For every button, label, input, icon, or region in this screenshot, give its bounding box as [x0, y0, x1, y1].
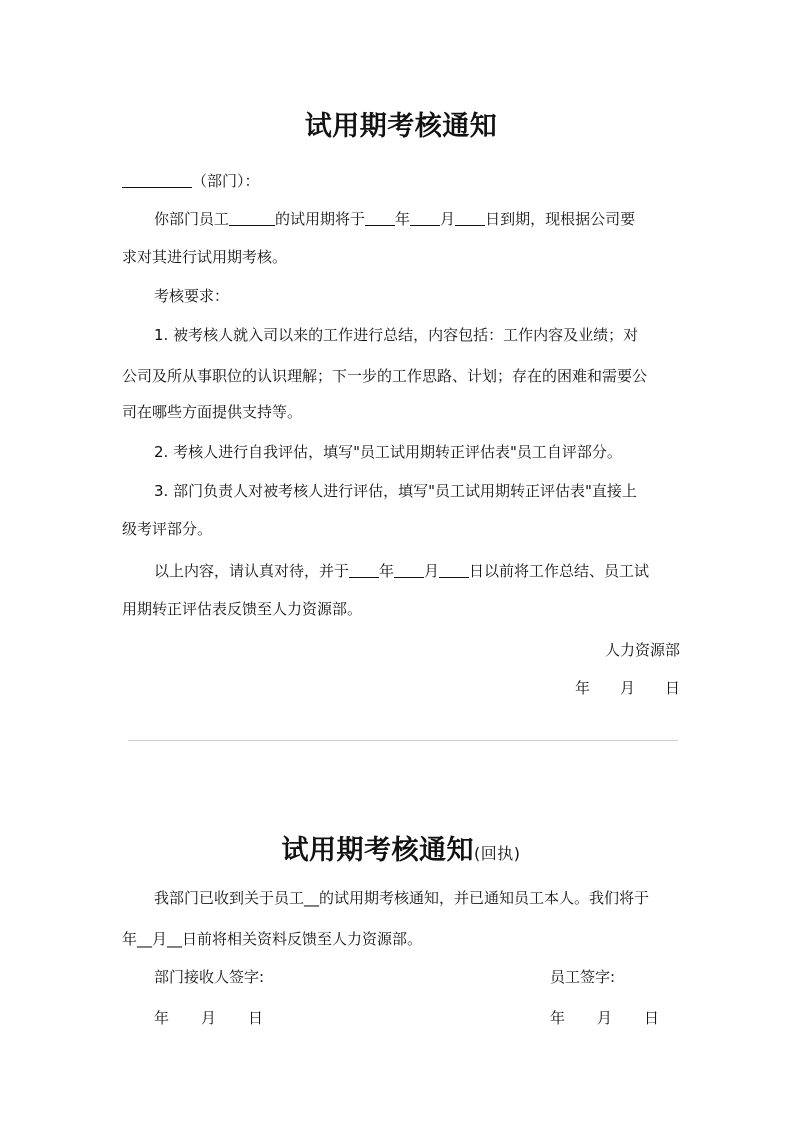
day-blank	[455, 210, 485, 226]
closing-month: 月	[424, 562, 440, 580]
closing-day-blank	[439, 562, 469, 578]
department-receiver-signature-label: 部门接收人签字:	[154, 968, 265, 986]
closing-line-2: 用期转正评估表反馈至人力资源部。	[122, 600, 363, 618]
item-1-line-1: 1. 被考核人就入司以来的工作进行总结，内容包括：工作内容及业绩；对	[154, 326, 639, 344]
salutation-line	[122, 171, 680, 191]
receipt-left-day: 日	[248, 1009, 264, 1027]
year-blank	[365, 210, 395, 226]
para1-text-c: 日到期，现根据公司要	[485, 210, 636, 228]
requirements-heading: 考核要求：	[154, 287, 230, 305]
receipt-date-left	[154, 1008, 263, 1028]
closing-text-a: 以上内容，请认真对待，并于	[154, 562, 350, 580]
receipt-left-year: 年	[154, 1009, 170, 1027]
para1-year: 年	[395, 210, 411, 228]
employee-signature-label: 员工签字:	[550, 968, 616, 986]
notice-date-year: 年	[574, 679, 590, 697]
item-3-line-1: 3. 部门负责人对被考核人进行评估，填写"员工试用期转正评估表"直接上	[154, 482, 637, 500]
notice-date-line	[122, 678, 680, 698]
receipt-line-2: 年__月__日前将相关资料反馈至人力资源部。	[122, 930, 423, 948]
para1-text-b: 的试用期将于	[275, 210, 366, 228]
para1-text-a: 你部门员工	[154, 210, 230, 228]
department-blank	[122, 172, 192, 188]
paragraph-1-line-2: 求对其进行试用期考核。	[122, 248, 288, 266]
paragraph-1-line-1	[122, 209, 680, 229]
item-1-line-2: 公司及所从事职位的认识理解；下一步的工作思路、计划；存在的困难和需要公	[122, 367, 648, 385]
notice-title: 试用期考核通知	[304, 111, 498, 142]
closing-month-blank	[394, 562, 424, 578]
month-blank	[410, 210, 440, 226]
item-1-line-3: 司在哪些方面提供支持等。	[122, 403, 303, 421]
closing-year: 年	[379, 562, 395, 580]
receipt-left-month: 月	[201, 1009, 217, 1027]
receipt-right-day: 日	[644, 1009, 660, 1027]
closing-text-b: 日以前将工作总结、员工试	[469, 562, 650, 580]
receipt-title-text: 试用期考核通知	[281, 835, 474, 866]
item-3-line-2: 级考评部分。	[122, 520, 213, 538]
receipt-date-right	[550, 1008, 659, 1028]
salutation-suffix: （部门）：	[192, 172, 260, 190]
employee-name-blank	[229, 210, 275, 226]
receipt-title	[122, 828, 680, 867]
notice-date-month: 月	[619, 679, 635, 697]
receipt-right-month: 月	[597, 1009, 613, 1027]
receipt-line-1: 我部门已收到关于员工__的试用期考核通知，并已通知员工本人。我们将于	[154, 889, 650, 907]
hr-department-signature: 人力资源部	[604, 641, 680, 659]
closing-year-blank	[349, 562, 379, 578]
para1-month: 月	[440, 210, 456, 228]
section-divider	[128, 740, 678, 741]
closing-line-1	[122, 561, 680, 581]
receipt-title-suffix: (回执)	[474, 844, 521, 863]
receipt-right-year: 年	[550, 1009, 566, 1027]
notice-date-day: 日	[664, 679, 680, 697]
item-2: 2. 考核人进行自我评估，填写"员工试用期转正评估表"员工自评部分。	[154, 443, 622, 461]
